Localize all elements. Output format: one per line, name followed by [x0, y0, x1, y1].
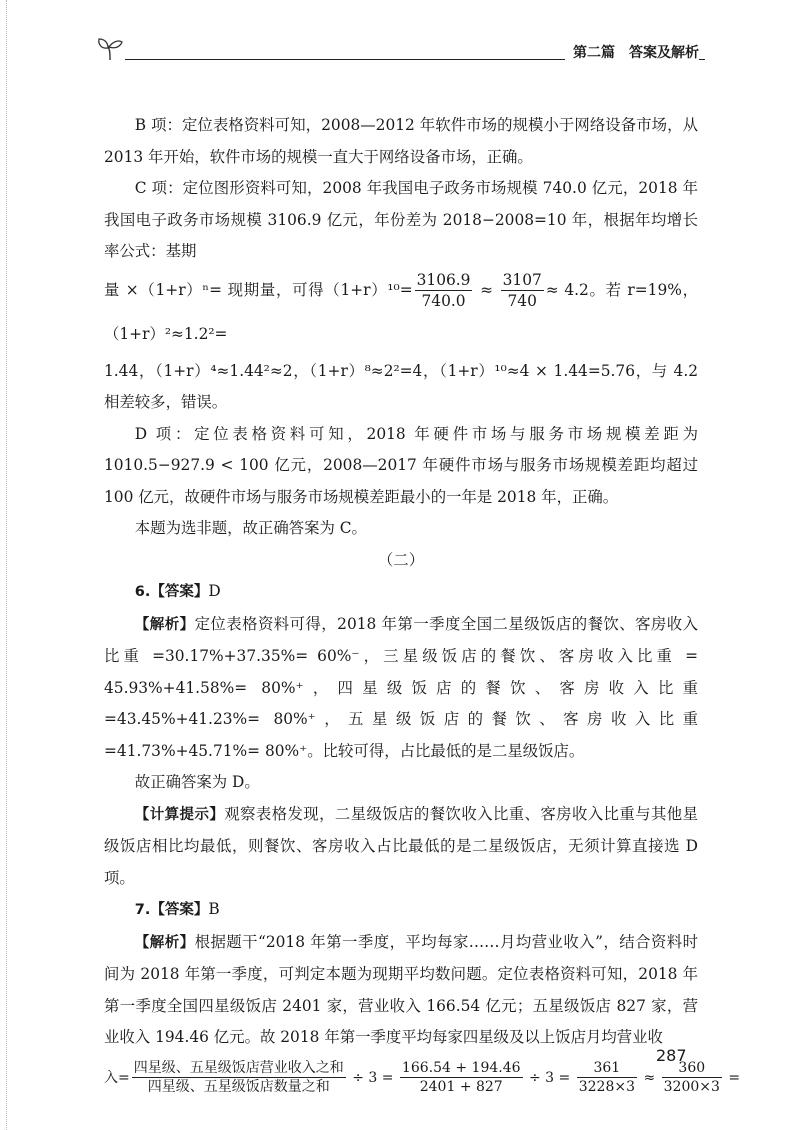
option-c-formula-row: 量 ×（1+r）ⁿ= 现期量，可得（1+r）¹⁰= $\frac{3106.9}{740.0}$ ≈ $\frac{3107}{740}$ ≈ 4.2。若 r=19%，（1+r）²≈1.2²= [104, 271, 698, 343]
q7-analysis-tag: 【解析】 [134, 934, 195, 951]
c-fraction-2 [501, 272, 544, 308]
c-fraction-2-den: 740 [507, 291, 537, 310]
q6-tip [104, 799, 698, 895]
section-title: 第二篇 答案及解析 [565, 42, 699, 62]
q6-analysis-tag: 【解析】 [134, 616, 195, 633]
q7-fraction-4 [662, 1061, 722, 1094]
q6-analysis [104, 609, 698, 768]
c-fraction-1 [415, 272, 473, 308]
c-formula-post: ≈ 4.2。若 r=19%，（1+r）²≈1.2²= [104, 280, 698, 343]
page-content [104, 110, 741, 1102]
q6-answer-line [104, 576, 698, 609]
q7-fraction-2-num: 166.54 + 194.46 [401, 1059, 521, 1076]
q7-fraction-4-num: 360 [662, 1061, 722, 1078]
q7-analysis [104, 927, 698, 1054]
page-header [95, 34, 705, 74]
q6-tip-text: 观察表格发现，二星级饭店的餐饮收入比重、客房收入比重与其他星级饭店相比均最低，则餐饮、客房收入占比最低的是二星级饭店，无须计算直接选 D 项。 [104, 804, 698, 887]
q7-fraction-3-den: 3228×3 [578, 1078, 635, 1095]
c-formula-pre: 量 ×（1+r）ⁿ= 现期量，可得（1+r）¹⁰= [104, 280, 413, 299]
q7-fraction-1 [132, 1061, 346, 1094]
c-fraction-1-num: 3106.9 [416, 271, 471, 290]
q7-answer-value: B [208, 900, 220, 918]
q7-fraction-2 [400, 1061, 523, 1094]
q7-equals: = [728, 1069, 741, 1086]
q6-tip-tag: 【计算提示】 [134, 806, 225, 823]
q5-conclusion: 本题为选非题，故正确答案为 C。 [134, 519, 367, 537]
c-fraction-1-den: 740.0 [421, 291, 466, 310]
sprout-icon [95, 34, 125, 64]
q7-answer-label: 7.【答案】 [134, 902, 209, 918]
q7-fraction-1-den: 四星级、五星级饭店数量之和 [147, 1078, 330, 1095]
option-b-paragraph: B 项：定位表格资料可知，2008—2012 年软件市场的规模小于网络设备市场，从 2013 年开始，软件市场的规模一直大于网络设备市场，正确。 [104, 116, 698, 166]
q7-fraction-3-num: 361 [577, 1061, 637, 1078]
scan-edge [6, 0, 8, 1130]
option-d-paragraph: D 项：定位表格资料可知，2018 年硬件市场与服务市场规模差距为 1010.5−927.9 < 100 亿元，2008—2017 年硬件市场与服务市场规模差距均超过 100 亿元，故硬件市场与服务市场规模差距最小的一年是 2018 年，正确。 [104, 424, 698, 506]
q7-fraction-2-den: 2401 + 827 [419, 1078, 503, 1095]
q7-answer-line [104, 894, 698, 927]
option-c-paragraph-3: 1.44，（1+r）⁴≈1.44²≈2，（1+r）⁸≈2²=4，（1+r）¹⁰≈4 × 1.44=5.76，与 4.2 相差较多，错误。 [104, 361, 698, 411]
q6-conclusion: 故正确答案为 D。 [134, 773, 260, 791]
q7-fraction-3 [577, 1061, 637, 1094]
q7-fraction-1-num: 四星级、五星级饭店营业收入之和 [133, 1059, 344, 1076]
section-two-heading: （二） [377, 550, 425, 569]
q7-divide-3-b: ÷ 3 = [528, 1069, 571, 1086]
q7-formula-row [104, 1054, 741, 1102]
q7-formula-pre: 入= [104, 1069, 130, 1086]
q7-analysis-text: 根据题干“2018 年第一季度，平均每家……月均营业收入”，结合资料时间为 2018 年第一季度，可判定本题为现期平均数问题。定位表格资料可知，2018 年第一季度全国四星级饭店 2401 家，营业收入 166.54 亿元；五星级饭店 827 家，营业收入 194.46 亿元。故 2018 年第一季度平均每家四星级及以上饭店月均营业收 [104, 932, 698, 1046]
c-fraction-2-num: 3107 [502, 271, 542, 290]
q6-answer-value: D [208, 582, 221, 600]
q6-answer-label: 6.【答案】 [134, 584, 209, 600]
q7-approx: ≈ [643, 1069, 656, 1086]
option-c-paragraph-1: C 项：定位图形资料可知，2008 年我国电子政务市场规模 740.0 亿元，2018 年我国电子政务市场规模 3106.9 亿元，年份差为 2018−2008=10 年，根据年均增长率公式：基期 [104, 179, 698, 260]
page-number: 287 [656, 1046, 687, 1065]
q7-divide-3-a: ÷ 3 = [352, 1069, 394, 1086]
q7-fraction-4-den: 3200×3 [663, 1078, 720, 1095]
q6-analysis-text: 定位表格资料可得，2018 年第一季度全国二星级饭店的餐饮、客房收入比重 =30.17%+37.35%= 60%⁻，三星级饭店的餐饮、客房收入比重 = 45.93%+41.58%= 80%⁺，四星级饭店的餐饮、客房收入比重 =43.45%+41.23%= 80%⁺，五星级饭店的餐饮、客房收入比重 =41.73%+45.71%= 80%⁺。比较可得，占比最低的是二星级饭店。 [104, 614, 698, 760]
